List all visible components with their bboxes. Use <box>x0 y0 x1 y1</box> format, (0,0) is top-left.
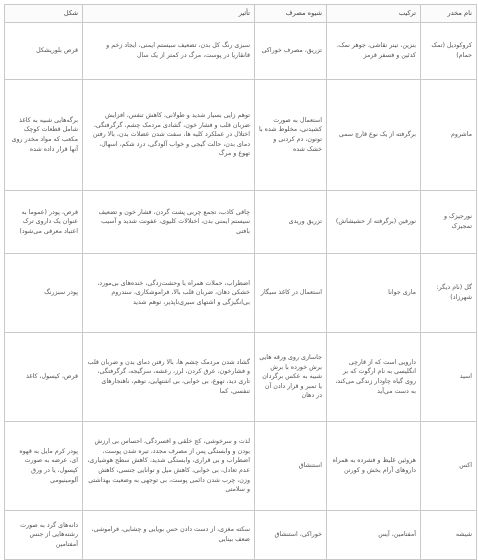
cell-usage: خوراکی، استنشاق <box>255 511 327 560</box>
cell-usage: استنشاق <box>255 422 327 511</box>
cell-effect: لذت و سرخوشی، کج خلقی و افسردگی، احساس بی ارزش بودن و وابستگی پس از مصرف مجدد، تیره شدن پوست، اضطراب و بی قراری، وابستگی شدید، کاهش سطح هوشیاری، عدم تعادل، بی خوابی، کاهش میل و توانایی جنسی، کاهش وزن، چرب شدن دائمی پوست، بی توجهی به وضعیت بهداشتی و سلامتی <box>83 422 255 511</box>
cell-composition: برگرفته از یک نوع قارچ سمی <box>327 80 421 191</box>
cell-effect: سبزی رنگ کل بدن، تضعیف سیستم ایمنی، ایجاد زخم و قانقاریا در پوست، مرگ در کمتر از یک سال <box>83 23 255 80</box>
cell-usage: استعمال در کاغذ سیگار <box>255 254 327 333</box>
cell-usage: تزریق، مصرف خوراکی <box>255 23 327 80</box>
cell-name: اسید <box>421 333 477 422</box>
cell-composition: نورفین (برگرفته از حشیشاش) <box>327 191 421 254</box>
cell-composition: آمفتامین، آیس <box>327 511 421 560</box>
table-row <box>5 191 477 254</box>
cell-effect: توهم زایی بسیار شدید و طولانی، کاهش تنفس، افزایش ضربان قلب و فشار خون، گشادی مردمک چشم، گرگرفتگی، اختلال در عملکرد کلیه ها، سفت شدن عضلات بدن، بالا رفتن دمای بدن، حالت گیجی و خواب آلودگی، درد شکم، اسهال، تهوع و مرگ <box>83 80 255 191</box>
drug-table <box>4 4 477 560</box>
table-header-row <box>5 5 477 23</box>
header-form: شکل <box>5 5 83 23</box>
cell-effect: گشاد شدن مردمک چشم ها، بالا رفتن دمای بدن و ضربان قلب و فشارخون، عرق کردن، لرز، رعشه، سرگیجه، گرگرفتگی، تاری دید، تهوع، بی خوابی، بی اشتهایی، توهم، ناهنجارهای تنفسی، کما <box>83 333 255 422</box>
cell-effect: سکته مغزی، از دست دادن حس بویایی و چشایی، فراموشی، ضعف بینایی <box>83 511 255 560</box>
cell-usage: تزریق وریدی <box>255 191 327 254</box>
drug-table-container <box>4 4 476 560</box>
table-row <box>5 254 477 333</box>
table-row <box>5 80 477 191</box>
header-name: نام مخدر <box>421 5 477 23</box>
cell-name: اکس <box>421 422 477 511</box>
cell-name: شیشه <box>421 511 477 560</box>
cell-effect: چاقی کاذب، تجمع چربی پشت گردن، فشار خون و تضعیف سیستم ایمنی بدن، اختلالات کلیوی، عفونت شدید و آسیب بافتی <box>83 191 255 254</box>
table-row <box>5 422 477 511</box>
header-composition: ترکیب <box>327 5 421 23</box>
cell-name: نورجیزک و تمجیزک <box>421 191 477 254</box>
cell-name: ماشروم <box>421 80 477 191</box>
cell-composition: هروئین غلیظ و فشرده به همراه داروهای آرام بخش و کورتن <box>327 422 421 511</box>
table-row <box>5 333 477 422</box>
cell-form: قرص بلوریشکل <box>5 23 83 80</box>
header-effect: تأثیر <box>83 5 255 23</box>
cell-usage: استعمال به صورت کشیدنی، مخلوط شده با توتون، دم کردنی و خشک شده <box>255 80 327 191</box>
cell-form: قرص، کپسول، کاغذ <box>5 333 83 422</box>
cell-form: دانه‌های گرد به صورت رشته‌هایی از جنس آمفتامین <box>5 511 83 560</box>
cell-effect: اضطراب، حملات همراه با وحشت‌زدگی، خنده‌های بی‌مورد، خشکی دهان، ضربان قلب بالا، فراموشکاری، سندروم بی‌انگیزگی و اشتهای سیری‌ناپذیر، توهم شدید <box>83 254 255 333</box>
cell-composition: ماری جوانا <box>327 254 421 333</box>
table-row <box>5 23 477 80</box>
cell-form: پودر سبزرنگ <box>5 254 83 333</box>
cell-composition: بنزین، تینر نقاشی، جوهر نمک، کدئین و فسفر قرمز <box>327 23 421 80</box>
cell-form: پودر کرم مایل به قهوه ای، عرضه به صورت کپسول، یا در ورق آلومینیومی <box>5 422 83 511</box>
cell-form: قرص، پودر (عموما به عنوان یک داروی ترک اعتیاد معرفی می‌شود) <box>5 191 83 254</box>
cell-form: برگه‌هایی شبیه به کاغذ شامل قطعات کوچک مکعب که مواد مخدر روی آنها قرار داده شده <box>5 80 83 191</box>
cell-composition: دارویی است که از قارچی انگلیسی به نام ارگوت که بر روی گیاه چاودار زندگی می‌کند، به دست می‌آید <box>327 333 421 422</box>
header-usage: شیوه مصرف <box>255 5 327 23</box>
cell-name: کروکودیل (تمک حمام) <box>421 23 477 80</box>
cell-name: گل (نام دیگر: شهرزاد) <box>421 254 477 333</box>
table-row <box>5 511 477 560</box>
cell-usage: جاسازی روی ورقه هایی برش خورده با برش شبیه به عکس برگردان یا تمبر و قرار دادن آن در دهان <box>255 333 327 422</box>
